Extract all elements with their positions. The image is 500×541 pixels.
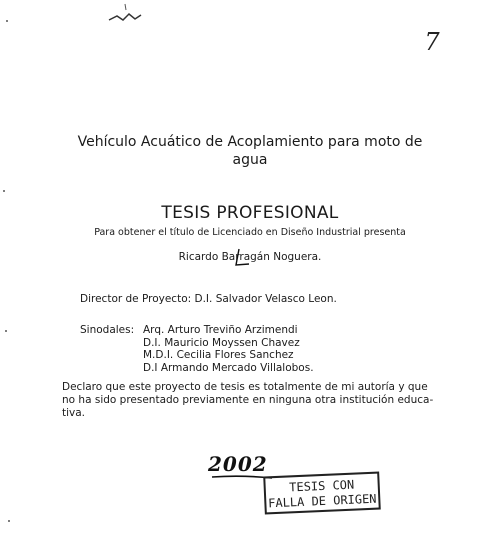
handwritten-mark [233, 248, 251, 268]
authorship-declaration [62, 381, 442, 419]
project-director: Director de Proyecto: D.I. Salvador Velasco Leon. [80, 293, 337, 305]
author-name: Ricardo Barragán Noguera. [178, 251, 322, 263]
scan-speck [5, 330, 7, 332]
scan-speck [8, 520, 10, 522]
synodal-member: M.D.I. Cecilia Flores Sanchez [143, 349, 294, 361]
declaration-line: Declaro que este proyecto de tesis es totalmente de mi autoría y que [62, 381, 428, 393]
scan-speck [3, 190, 5, 192]
thesis-subtitle: Para obtener el título de Licenciado en Diseño Industrial presenta [94, 227, 406, 238]
page-number: 7 [424, 28, 440, 56]
synodal-member: D.I. Mauricio Moyssen Chavez [143, 336, 300, 349]
synodals-list [143, 324, 314, 374]
scan-scribble-mark [105, 0, 145, 26]
failure-origin-stamp [263, 471, 381, 514]
synodals-label: Sinodales: [80, 324, 135, 336]
synodal-member: Arq. Arturo Treviño Arzimendi [143, 324, 298, 336]
thesis-title-line: agua [232, 152, 268, 168]
synodal-member: D.I Armando Mercado Villalobos. [143, 361, 314, 374]
stamp-line: FALLA DE ORIGEN [267, 491, 377, 511]
thesis-title-line: Vehículo Acuático de Acoplamiento para moto de [77, 134, 423, 150]
declaration-line: no ha sido presentado previamente en ninguna otra institución educa- [62, 393, 434, 406]
thesis-title [40, 133, 460, 169]
handwritten-year: 2002 [208, 452, 268, 476]
stamp-line: TESIS CON [288, 477, 355, 495]
declaration-line: tiva. [62, 406, 86, 419]
scan-speck [6, 20, 8, 22]
thesis-heading: TESIS PROFESIONAL [161, 203, 339, 223]
